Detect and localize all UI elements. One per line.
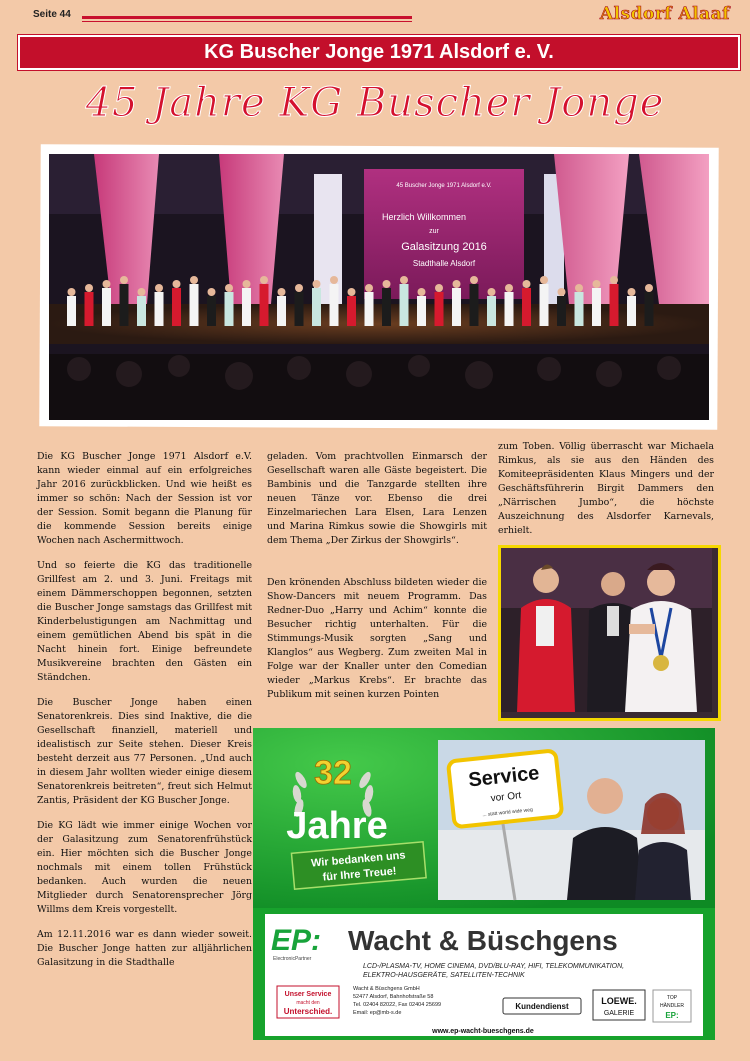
badge-line-1: Unser Service bbox=[284, 991, 332, 998]
paragraph: Die Buscher Jonge haben einen Senatorenkreis. Dies sind Inaktive, die die Gesellschaft finanziell, materiell und idealistisch zur Seite stehen. Dieser Kreis besteht derzeit aus 77 Personen. „Und auch in diesem Jahr wollten wieder einige diesem Senatorenkreis beitreten“, freut sich Helmut Zantis, Präsident der KG Buscher Jonge. bbox=[37, 697, 252, 806]
top-haendler-2: HÄNDLER bbox=[660, 1003, 684, 1009]
services-line-1: LCD-/PLASMA-TV, HOME CINEMA, DVD/BLU-RAY, HIFI, TELEKOMMUNIKATION, bbox=[363, 963, 625, 970]
article-column-2-continued bbox=[267, 576, 487, 713]
page-number: Seite 44 bbox=[33, 9, 71, 20]
loewe-line-2: GALERIE bbox=[603, 1010, 635, 1017]
sign-small: ... statt world wide weg bbox=[482, 807, 534, 819]
address-line-2: 52477 Alsdorf, Bahnhofstraße 58 bbox=[353, 994, 434, 1000]
section-title-bar bbox=[18, 35, 740, 70]
paragraph: Die KG lädt wie immer einige Wochen vor der Galasitzung zum Senatorenfrühstück ein. Hier möchten sich die Buscher Jonge nochmals mit einem tollen Frühstück bedanken. Auch wurden die neuen Mitglieder durch Senatorensprecher Jörg Willms dem Kreis vorgestellt. bbox=[37, 820, 252, 915]
screen-text-1: 45 Buscher Jonge 1971 Alsdorf e.V. bbox=[396, 183, 492, 189]
top-haendler-1: TOP bbox=[666, 995, 678, 1001]
article-column-2 bbox=[267, 450, 487, 559]
sign-subtitle: vor Ort bbox=[490, 790, 522, 805]
article-column-3 bbox=[498, 440, 714, 549]
ep-logo-subtitle: ElectronicPartner bbox=[273, 956, 312, 962]
magazine-brand: Alsdorf Alaaf bbox=[599, 4, 730, 24]
anniversary-number: 32 bbox=[314, 754, 352, 792]
thanks-line-1: Wir bedanken uns bbox=[310, 849, 406, 870]
screen-text-5: Stadthalle Alsdorf bbox=[412, 259, 476, 268]
address-line-1: Wacht & Büschgens GmbH bbox=[353, 986, 420, 992]
service-badge bbox=[277, 986, 339, 1018]
address-line-3: Tel. 02404 82022, Fax 02404 25699 bbox=[353, 1002, 442, 1008]
screen-text-2: Herzlich Willkommen bbox=[381, 212, 467, 222]
thanks-line-2: für Ihre Treue! bbox=[322, 865, 397, 884]
award-photo-image bbox=[501, 548, 712, 712]
ep-logo: EP: bbox=[271, 924, 322, 957]
screen-text-3: zur bbox=[429, 228, 439, 235]
services-line-2: ELEKTRO-HAUSGERÄTE, SATELLITEN-TECHNIK bbox=[363, 972, 525, 979]
paragraph: zum Toben. Völlig überrascht war Michaela Rimkus, als sie aus den Händen des Komiteepräsidenten Klaus Mingers und der Geschäftsführerin Birgit Dammers den „Närrischen Jumbo“, die höchste Auszeichnung des Alsdorfer Karnevals, erhielt. bbox=[498, 441, 714, 536]
stage-photo bbox=[49, 154, 709, 420]
article-column-1 bbox=[37, 450, 252, 981]
paragraph: Am 12.11.2016 war es dann wieder soweit. Die Buscher Jonge hatten zur alljährlichen Galasitzung in die Stadthalle bbox=[37, 929, 252, 968]
address-line-4: Email: ep@mb-s.de bbox=[353, 1010, 402, 1016]
advertisement bbox=[253, 728, 715, 1040]
badge-line-2: macht den bbox=[296, 1000, 320, 1006]
header-rule-thin bbox=[82, 21, 412, 22]
kundendienst-label: Kundendienst bbox=[515, 1002, 569, 1011]
badge-line-3: Unterschied. bbox=[283, 1007, 333, 1016]
paragraph: geladen. Vom prachtvollen Einmarsch der Gesellschaft waren alle Gäste begeistert. Die Bambinis und die Tanzgarde stellten ihre neuen Tänze vor. Ebenso die drei Einzelmariechen Lara Elsen, Lara Lenzen und Marina Rimkus sowie die Showgirls mit dem Thema „Der Zirkus der Showgirls“. bbox=[267, 451, 487, 546]
paragraph: Die KG Buscher Jonge 1971 Alsdorf e.V. kann wieder einmal auf ein erfolgreiches Jahr 2016 zurückblicken. Und wie heißt es immer so schön: Nach der Session ist vor der Session. Somit begann die Planung für die kommende Session bereits einige Wochen nach Aschermittwoch. bbox=[37, 451, 252, 546]
award-photo bbox=[498, 545, 721, 721]
top-haendler-3: EP: bbox=[665, 1011, 679, 1020]
paragraph: Den krönenden Abschluss bildeten wieder die Show-Dancers mit neuem Programm. Das Redner-Duo „Harry und Achim“ konnte die Besucher richtig unterhalten. Für die Stimmungs-Musik sorgten „Sang und Klanglos“ aus Wegberg. Zum zweiten Mal in Folge war der Knaller unter den Comedian wieder „Markus Krebs“. Er brachte das Publikum mit seinen kurzen Pointen bbox=[267, 577, 487, 700]
website-link: www.ep-wacht-bueschgens.de bbox=[432, 1028, 534, 1035]
header-rule bbox=[82, 16, 412, 19]
section-title: KG Buscher Jonge 1971 Alsdorf e. V. bbox=[204, 41, 554, 63]
advertisement-graphic bbox=[253, 728, 715, 1040]
paragraph: Und so feierte die KG das traditionelle Grillfest am 2. und 3. Juni. Freitags mit einem Dämmerschoppen begonnen, setzten die Buscher Jonge samstags das Grillfest mit Kinderbelustigungen am Nachmittag und einem gemütlichen Abend bis spät in die Nacht hinein fort. Einige befreundete Musikvereine brachten den Gästen ein Ständchen. bbox=[37, 560, 252, 683]
screen-text-4: Galasitzung 2016 bbox=[401, 241, 487, 253]
article-headline: 45 Jahre KG Buscher Jonge bbox=[85, 80, 665, 126]
company-name: Wacht & Büschgens bbox=[348, 925, 618, 956]
anniversary-label: Jahre bbox=[286, 805, 388, 847]
sign-title: Service bbox=[467, 762, 541, 792]
loewe-line-1: LOEWE. bbox=[601, 996, 637, 1006]
